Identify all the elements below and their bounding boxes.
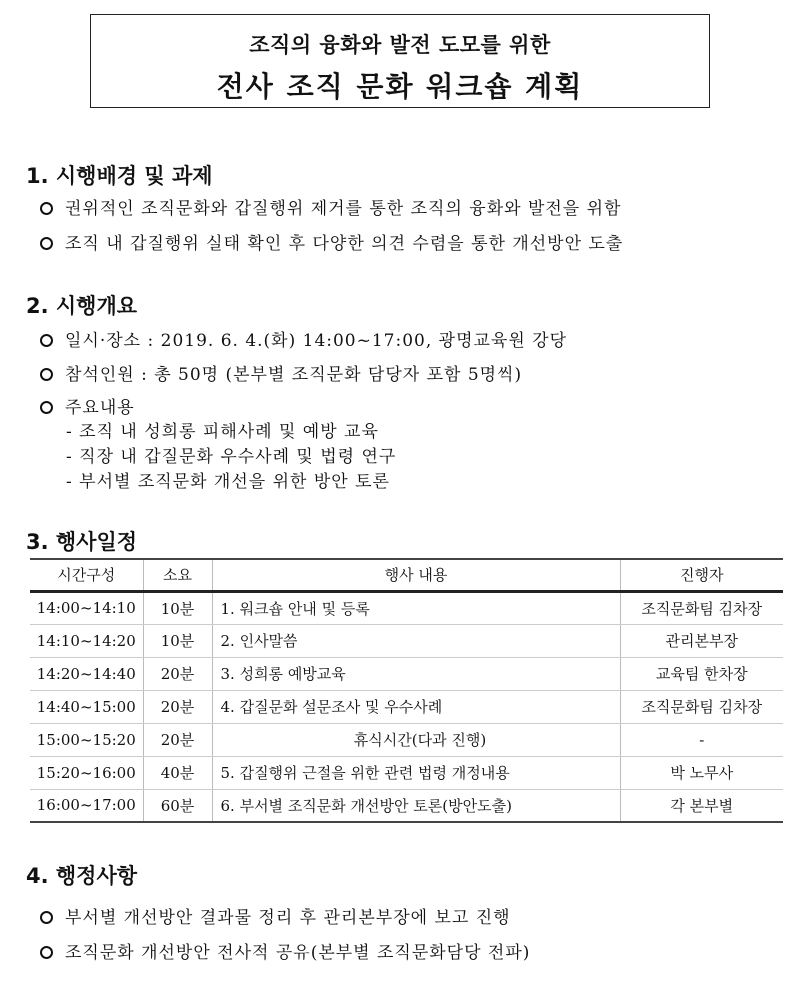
time-cell: 14:10~14:20	[30, 624, 143, 657]
content-cell: 5. 갑질행위 근절을 위한 관련 법령 개정내용	[212, 756, 620, 789]
time-cell: 15:20~16:00	[30, 756, 143, 789]
circle-bullet-icon	[40, 368, 53, 381]
duration-cell: 10분	[143, 591, 212, 624]
list-item-text: 참석인원 : 총 50명 (본부별 조직문화 담당자 포함 5명씩)	[65, 365, 523, 385]
content-cell: 1. 워크숍 안내 및 등록	[212, 591, 620, 624]
table-row	[30, 690, 783, 723]
table-header-row	[30, 559, 783, 591]
list-item	[40, 938, 530, 963]
time-cell: 14:40~15:00	[30, 690, 143, 723]
circle-bullet-icon	[40, 202, 53, 215]
presenter-cell: -	[620, 723, 783, 756]
duration-cell: 40분	[143, 756, 212, 789]
content-cell: 6. 부서별 조직문화 개선방안 토론(방안도출)	[212, 789, 620, 822]
table-row	[30, 657, 783, 690]
column-header: 소요	[143, 559, 212, 591]
section-3-heading: 3. 행사일정	[26, 530, 138, 554]
table-row	[30, 624, 783, 657]
section-2-heading: 2. 시행개요	[26, 294, 138, 318]
column-header: 진행자	[620, 559, 783, 591]
list-item	[40, 194, 621, 219]
list-item-text: 주요내용	[65, 398, 135, 418]
list-item-text: 조직문화 개선방안 전사적 공유(본부별 조직문화담당 전파)	[65, 943, 531, 963]
presenter-cell: 조직문화팀 김차장	[620, 690, 783, 723]
page-title: 전사 조직 문화 워크숍 계획	[216, 70, 584, 103]
circle-bullet-icon	[40, 946, 53, 959]
list-item-text: 권위적인 조직문화와 갑질행위 제거를 통한 조직의 융화와 발전을 위함	[65, 199, 622, 219]
section-1-heading: 1. 시행배경 및 과제	[26, 164, 213, 188]
time-cell: 14:00~14:10	[30, 591, 143, 624]
subtitle: 조직의 융화와 발전 도모를 위한	[249, 33, 551, 57]
duration-cell: 20분	[143, 690, 212, 723]
table-row	[30, 591, 783, 624]
column-header: 행사 내용	[212, 559, 620, 591]
presenter-cell: 각 본부별	[620, 789, 783, 822]
list-item	[40, 393, 135, 418]
circle-bullet-icon	[40, 334, 53, 347]
duration-cell: 60분	[143, 789, 212, 822]
table-row	[30, 723, 783, 756]
content-cell: 휴식시간(다과 진행)	[212, 723, 620, 756]
presenter-cell: 박 노무사	[620, 756, 783, 789]
sub-item: - 직장 내 갑질문화 우수사례 및 법령 연구	[66, 447, 397, 467]
presenter-cell: 조직문화팀 김차장	[620, 591, 783, 624]
duration-cell: 20분	[143, 657, 212, 690]
list-item	[40, 326, 567, 351]
circle-bullet-icon	[40, 237, 53, 250]
circle-bullet-icon	[40, 401, 53, 414]
time-cell: 16:00~17:00	[30, 789, 143, 822]
list-item-text: 부서별 개선방안 결과물 정리 후 관리본부장에 보고 진행	[65, 908, 511, 928]
content-cell: 4. 갑질문화 설문조사 및 우수사례	[212, 690, 620, 723]
time-cell: 14:20~14:40	[30, 657, 143, 690]
list-item	[40, 903, 511, 928]
content-cell: 2. 인사말씀	[212, 624, 620, 657]
duration-cell: 20분	[143, 723, 212, 756]
circle-bullet-icon	[40, 911, 53, 924]
content-cell: 3. 성희롱 예방교육	[212, 657, 620, 690]
section-4-heading: 4. 행정사항	[26, 864, 138, 888]
presenter-cell: 관리본부장	[620, 624, 783, 657]
list-item-text: 일시·장소 : 2019. 6. 4.(화) 14:00~17:00, 광명교육원 강당	[65, 331, 568, 351]
list-item-text: 조직 내 갑질행위 실태 확인 후 다양한 의견 수렴을 통한 개선방안 도출	[65, 234, 624, 254]
time-cell: 15:00~15:20	[30, 723, 143, 756]
presenter-cell: 교육팀 한차장	[620, 657, 783, 690]
list-item	[40, 360, 522, 385]
column-header: 시간구성	[30, 559, 143, 591]
duration-cell: 10분	[143, 624, 212, 657]
list-item	[40, 229, 623, 254]
table-row	[30, 756, 783, 789]
sub-item: - 부서별 조직문화 개선을 위한 방안 토론	[66, 472, 390, 492]
table-row	[30, 789, 783, 822]
schedule-table	[30, 558, 783, 823]
sub-item: - 조직 내 성희롱 피해사례 및 예방 교육	[66, 422, 379, 442]
title-box	[90, 14, 710, 108]
